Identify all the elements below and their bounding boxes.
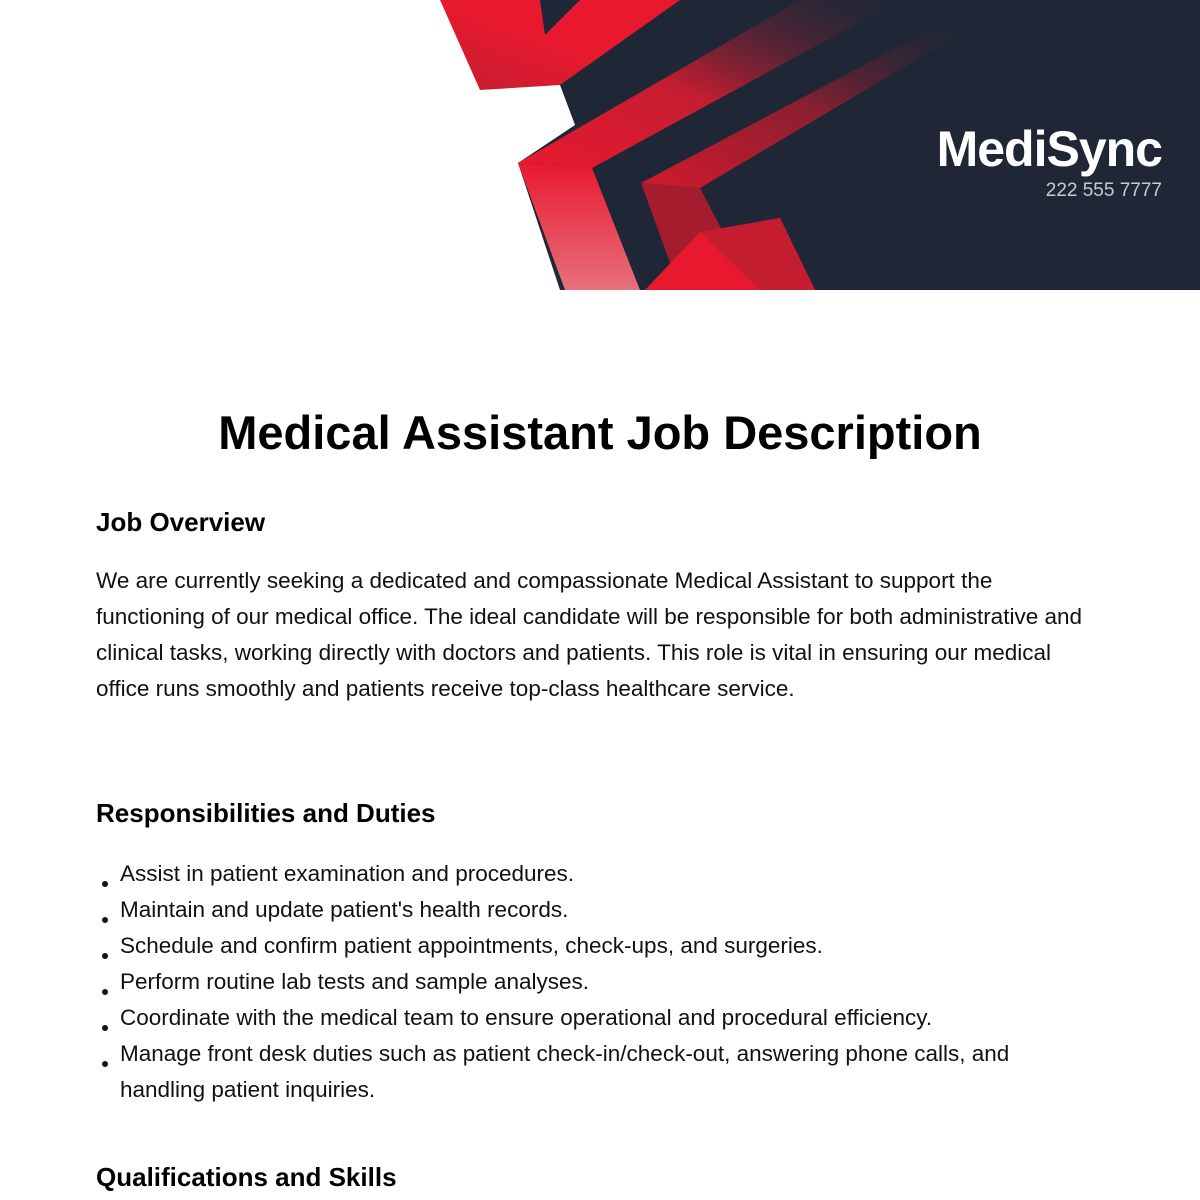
bullet-icon <box>102 1061 108 1067</box>
section-heading-qualifications: Qualifications and Skills <box>96 1162 397 1192</box>
bullet-icon <box>102 917 108 923</box>
list-item <box>96 856 1096 892</box>
brand-block <box>937 120 1162 202</box>
list-item-text: Coordinate with the medical team to ensure operational and procedural efficiency. <box>120 1005 933 1030</box>
list-item-text: Maintain and update patient's health records. <box>120 897 569 922</box>
list-item <box>96 1036 1050 1108</box>
list-item-text: Perform routine lab tests and sample analyses. <box>120 969 589 994</box>
list-item-text: Manage front desk duties such as patient check-in/check-out, answering phone calls, and handling patient inquiries. <box>120 1041 1010 1102</box>
list-item <box>96 964 1096 1000</box>
responsibilities-list <box>96 856 1096 1108</box>
job-overview-paragraph: We are currently seeking a dedicated and compassionate Medical Assistant to support the functioning of our medical office. The ideal candidate will be responsible for both administrative and clinical tasks, working directly with doctors and patients. This role is vital in ensuring our medical office runs smoothly and patients receive top-class healthcare service. <box>96 568 1083 701</box>
header-banner <box>0 0 1200 290</box>
list-item-text: Schedule and confirm patient appointments, check-ups, and surgeries. <box>120 933 823 958</box>
list-item-text: Assist in patient examination and procedures. <box>120 861 575 886</box>
list-item <box>96 1000 1096 1036</box>
brand-name: MediSync <box>936 121 1162 177</box>
document-title: Medical Assistant Job Description <box>218 406 982 459</box>
bullet-icon <box>102 1025 108 1031</box>
bullet-icon <box>102 881 108 887</box>
bullet-icon <box>102 953 108 959</box>
list-item <box>96 892 1096 928</box>
brand-phone: 222 555 7777 <box>1045 180 1162 201</box>
section-heading-job-overview: Job Overview <box>96 507 266 537</box>
section-heading-responsibilities: Responsibilities and Duties <box>96 798 436 828</box>
bullet-icon <box>102 989 108 995</box>
list-item <box>96 928 1096 964</box>
